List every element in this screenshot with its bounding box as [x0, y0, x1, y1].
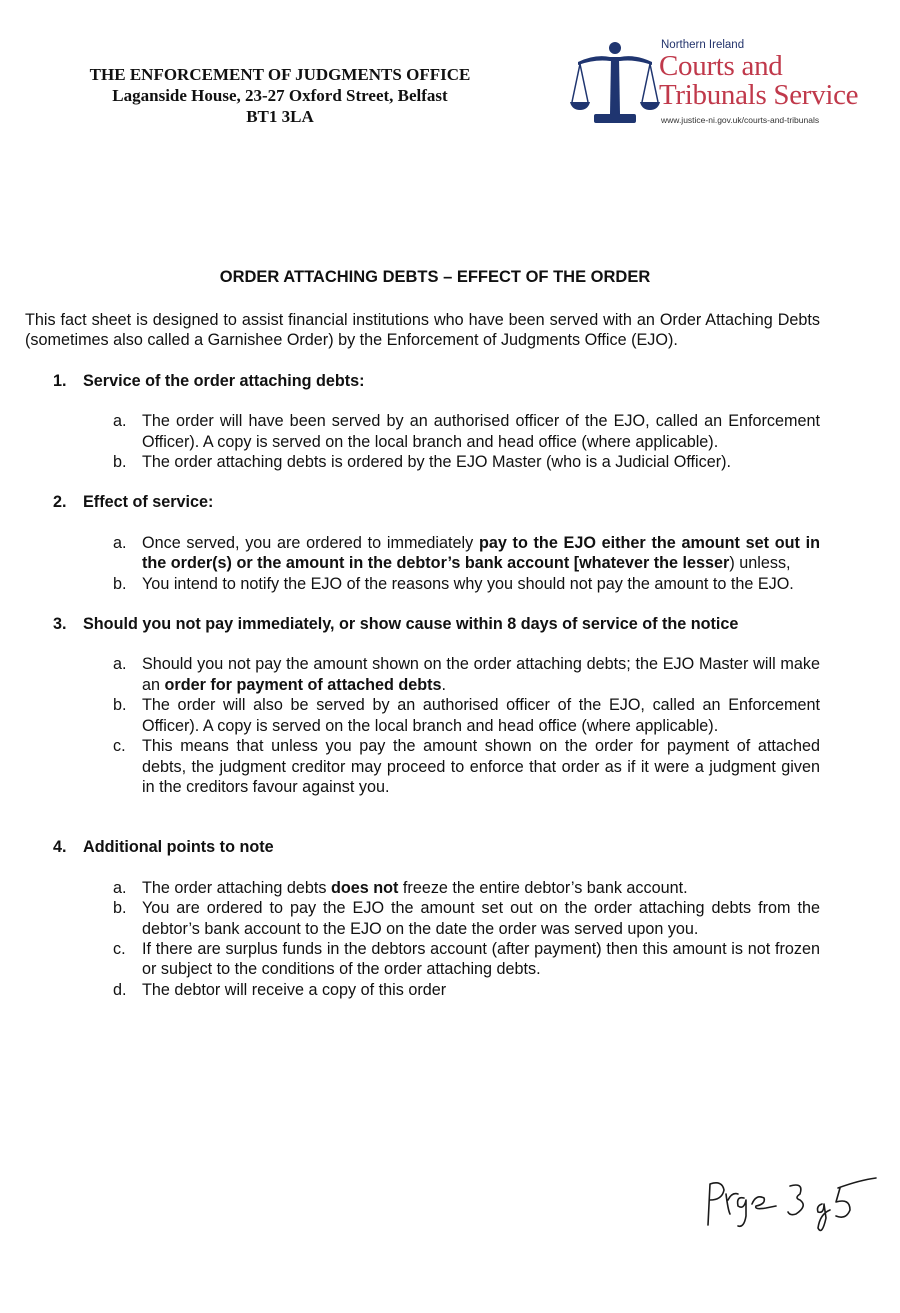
item-text — [142, 533, 820, 574]
item-letter: a. — [113, 655, 127, 674]
list-item — [25, 533, 820, 574]
item-letter: d. — [113, 980, 127, 999]
list-item — [25, 898, 820, 939]
item-text: The debtor will receive a copy of this order — [142, 980, 447, 999]
item-text — [142, 878, 820, 898]
list-item — [25, 411, 820, 452]
item-letter: b. — [113, 696, 127, 715]
section-title: Service of the order attaching debts: — [83, 371, 365, 390]
scales-of-justice-icon — [570, 40, 660, 126]
list-item — [25, 574, 820, 594]
item-letter: c. — [113, 939, 126, 958]
list-item — [25, 452, 820, 472]
section-title: Effect of service: — [83, 493, 214, 512]
courts-tribunals-logo — [566, 38, 886, 130]
handwritten-page-number — [700, 1170, 890, 1240]
document-body — [25, 310, 820, 1020]
item-text-bold: does not — [330, 878, 399, 897]
document-title: ORDER ATTACHING DEBTS – EFFECT OF THE ORDER — [219, 268, 651, 286]
logo-name-line2: Tribunals Service — [659, 79, 859, 111]
section-2 — [25, 492, 820, 594]
spacer — [25, 817, 820, 837]
section-items — [25, 533, 820, 594]
item-text-bold: pay to the EJO either the amount set out in the order(s) or the amount in the debtor’s bank account [whatever the lesser — [142, 533, 820, 573]
item-text: The order will have been served by an authorised officer of the EJO, called an Enforcement Officer). A copy is served on the local branch and head office (where applicable). — [142, 412, 820, 451]
list-item — [25, 654, 820, 695]
logo-name-line1: Courts and — [659, 50, 783, 82]
section-number: 4. — [53, 838, 67, 857]
list-item — [25, 878, 820, 898]
item-letter: c. — [113, 737, 126, 756]
item-text-plain: The order attaching debts — [142, 878, 331, 897]
intro-paragraph: This fact sheet is designed to assist financial institutions who have been served with an Order Attaching Debts (sometimes also called a Garnishee Order) by the Enforcement of Judgments Office (EJO). — [25, 311, 820, 350]
section-1 — [25, 371, 820, 473]
item-text-plain: Should you not pay the amount shown on the order attaching debts; the EJO Master will make an — [142, 655, 820, 694]
item-text: You intend to notify the EJO of the reasons why you should not pay the amount to the EJO. — [142, 574, 794, 593]
section-4 — [25, 837, 820, 1000]
office-address: Laganside House, 23-27 Oxford Street, Belfast — [112, 86, 448, 105]
section-items — [25, 878, 820, 1000]
section-title: Should you not pay immediately, or show cause within 8 days of service of the notice — [83, 615, 739, 634]
section-title: Additional points to note — [83, 838, 274, 857]
logo-url: www.justice-ni.gov.uk/courts-and-tribunals — [661, 115, 820, 125]
section-heading — [25, 371, 820, 391]
list-item — [25, 939, 820, 980]
item-letter: b. — [113, 899, 127, 918]
list-item — [25, 736, 820, 797]
item-text: The order will also be served by an authorised officer of the EJO, called an Enforcement Officer). A copy is served on the local branch and head office (where applicable). — [142, 696, 820, 735]
item-text-bold: order for payment of attached debts — [164, 675, 442, 694]
item-text-plain: . — [441, 675, 447, 694]
item-text: If there are surplus funds in the debtors account (after payment) then this amount is not frozen or subject to the conditions of the order attaching debts. — [142, 939, 820, 979]
item-text: You are ordered to pay the EJO the amount set out on the order attaching debts from the debtor’s bank account to the EJO on the date the order was served upon you. — [142, 899, 820, 938]
office-header — [62, 64, 498, 127]
list-item — [25, 980, 820, 1000]
section-items — [25, 411, 820, 472]
section-3 — [25, 614, 820, 837]
section-items — [25, 654, 820, 797]
office-postcode: BT1 3LA — [246, 107, 314, 126]
section-heading — [25, 614, 820, 634]
item-letter: b. — [113, 574, 127, 593]
item-letter: a. — [113, 878, 127, 897]
section-number: 3. — [53, 615, 67, 634]
item-letter: a. — [113, 533, 127, 552]
office-name: THE ENFORCEMENT OF JUDGMENTS OFFICE — [89, 65, 471, 84]
item-letter: b. — [113, 453, 127, 472]
item-letter: a. — [113, 412, 127, 431]
section-number: 2. — [53, 493, 67, 512]
section-heading — [25, 837, 820, 857]
item-text: This means that unless you pay the amount shown on the order for payment of attached debts, the judgment creditor may proceed to enforce that order as if it were a judgment given in the creditors favour against you. — [142, 737, 820, 796]
item-text: The order attaching debts is ordered by the EJO Master (who is a Judicial Officer). — [142, 453, 732, 472]
section-heading — [25, 492, 820, 512]
item-text-plain: ) unless, — [729, 554, 791, 573]
item-text — [142, 654, 820, 695]
section-number: 1. — [53, 371, 67, 390]
logo-region: Northern Ireland — [661, 39, 745, 51]
item-text-plain: freeze the entire debtor’s bank account. — [398, 878, 688, 897]
item-text-plain: Once served, you are ordered to immediately — [142, 533, 479, 552]
logo-name — [659, 52, 858, 110]
list-item — [25, 695, 820, 736]
